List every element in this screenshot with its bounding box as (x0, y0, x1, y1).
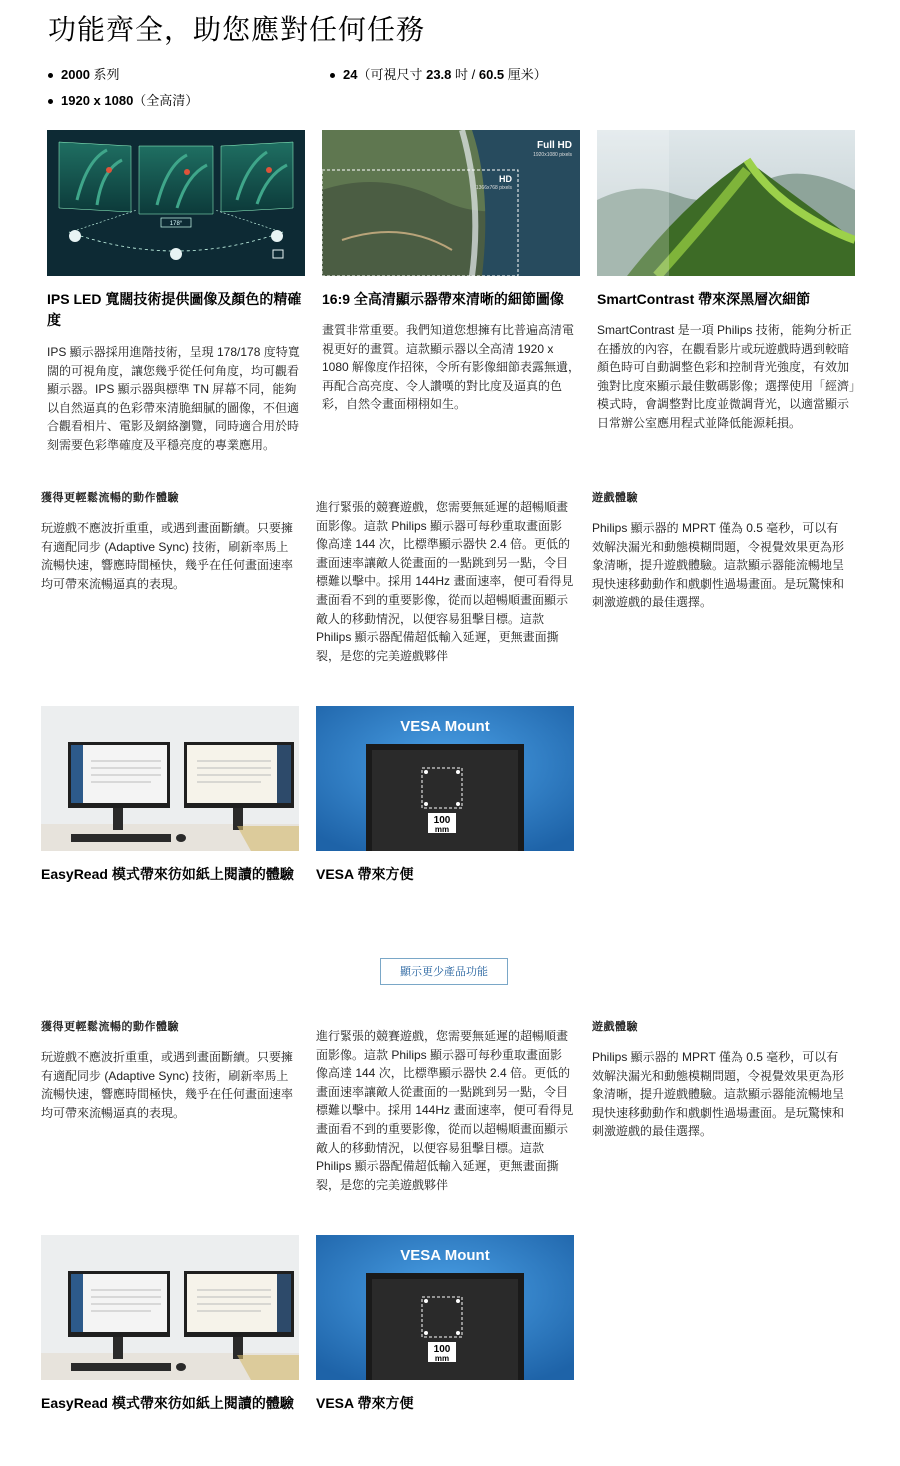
smooth-action-heading: 獲得更輕鬆流暢的動作體驗 (41, 492, 179, 504)
fullhd-feature-body: 畫質非常重要。我們知道您想擁有比普遍高清電視更好的畫質。這款顯示器以全高清 1920 x 1080 解像度作招徠，令所有影像細節表露無遺，再配合高亮度、令人讚嘆的對比度及逼真的色彩，自然令畫面栩栩如生。 (322, 323, 581, 412)
vesa-title: VESA 帶來方便 (316, 866, 414, 882)
ips-feature-title: IPS LED 寬闊技術提供圖像及顏色的精確度 (47, 291, 302, 328)
vesa-mount-label: VESA Mount (400, 1247, 490, 1264)
fullhd-label: Full HD (537, 140, 572, 151)
vesa-size-unit: mm (434, 1354, 450, 1363)
easyread-title: EasyRead 模式帶來彷如紙上閱讀的體驗 (41, 1395, 294, 1411)
bullet-icon (48, 73, 53, 78)
bullet-icon (48, 99, 53, 104)
easyread-title: EasyRead 模式帶來彷如紙上閱讀的體驗 (41, 866, 294, 882)
gaming-experience-heading: 遊戲體驗 (592, 492, 638, 504)
smartcontrast-feature-image (597, 130, 855, 276)
vesa-size-unit: mm (434, 825, 450, 834)
vesa-size-value: 100 (433, 815, 451, 826)
easyread-image (41, 706, 299, 851)
gaming-experience-body: Philips 顯示器的 MPRT 僅為 0.5 毫秒，可以有效解決漏光和動態模糊問題，令視覺效果更為形象清晰，提升遊戲體驗。這款顯示器能流暢地呈現快速移動動作和戲劇性過場畫面。是玩驚悚和刺激遊戲的最佳選擇。 (592, 1050, 845, 1139)
page-title: 功能齊全，助您應對任何任務 (48, 14, 426, 45)
refresh-rate-body: 進行緊張的競賽遊戲，您需要無延遲的超暢順畫面影像。這款 Philips 顯示器可每秒重取畫面影像高達 144 次，比標準顯示器快 2.4 倍。更低的畫面速率讓敵人從畫面的一點跳到另一點，令目標難以擊中。採用 144Hz 畫面速率，便可看得見畫面看不到的重要影像，從而以超暢順畫面顯示敵人的移動情況，以便容易狙擊目標。這款 Philips 顯示器配備超低輸入延遲，更無畫面撕裂，是您的完美遊戲夥伴 (316, 1029, 574, 1192)
smooth-action-body: 玩遊戲不應波折重重，或遇到畫面斷續。只要擁有適配同步 (Adaptive Sync) 技術，刷新率馬上流暢快速，響應時間極快，幾乎在任何畫面速率均可帶來流暢逼真的表現。 (41, 521, 294, 591)
vesa-mount-label: VESA Mount (400, 718, 490, 735)
bullet-icon (330, 73, 335, 78)
smartcontrast-feature-body: SmartContrast 是一項 Philips 技術，能夠分析正在播放的內容，在觀看影片或玩遊戲時遇到較暗顏色時可自動調整色彩和控制背光強度，有效加強對比度來顯示最佳數碼影像；選擇使用「經濟」模式時，會調整對比度並微調背光，以適當顯示日常辦公室應用程式並降低能源耗損。 (597, 323, 856, 430)
ips-feature-body: IPS 顯示器採用進階技術，呈現 178/178 度特寬闊的可視角度，讓您幾乎從任何角度，均可觀看顯示器。IPS 顯示器與標準 TN 屏幕不同，能夠以自然逼真的色彩帶來清脆細膩的圖像，不但適合觀看相片、電影及網絡瀏覽，同時適合用於時刻需要色彩準確度及平穩亮度的專業應用。 (47, 345, 300, 452)
fullhd-feature-title: 16:9 全高清顯示器帶來清晰的細節圖像 (322, 291, 564, 307)
smooth-action-heading: 獲得更輕鬆流暢的動作體驗 (41, 1021, 179, 1033)
fullhd-sublabel: 1920x1080 pixels (533, 152, 572, 158)
gaming-experience-heading: 遊戲體驗 (592, 1021, 638, 1033)
spec-size: 24（可視尺寸 23.8 吋 / 60.5 厘米） (330, 64, 547, 83)
vesa-mount-image (316, 706, 574, 851)
smooth-action-body: 玩遊戲不應波折重重，或遇到畫面斷續。只要擁有適配同步 (Adaptive Sync) 技術，刷新率馬上流暢快速，響應時間極快，幾乎在任何畫面速率均可帶來流暢逼真的表現。 (41, 1050, 294, 1120)
smartcontrast-feature-title: SmartContrast 帶來深黑層次細節 (597, 291, 811, 307)
fullhd-feature-image (322, 130, 580, 276)
spec-resolution: 1920 x 1080（全高清） (48, 90, 198, 109)
hd-sublabel: 1366x768 pixels (475, 185, 512, 191)
gaming-experience-body: Philips 顯示器的 MPRT 僅為 0.5 毫秒，可以有效解決漏光和動態模糊問題，令視覺效果更為形象清晰，提升遊戲體驗。這款顯示器能流暢地呈現快速移動動作和戲劇性過場畫面。是玩驚悚和刺激遊戲的最佳選擇。 (592, 521, 845, 610)
show-less-features-button[interactable]: 顯示更少產品功能 (380, 958, 508, 985)
ips-feature-image (47, 130, 305, 276)
vesa-title: VESA 帶來方便 (316, 1395, 414, 1411)
vesa-mount-image (316, 1235, 574, 1380)
angle-label: 178° (169, 221, 183, 227)
spec-series: 2000 系列 (48, 64, 120, 83)
hd-label: HD (499, 174, 512, 184)
refresh-rate-body: 進行緊張的競賽遊戲，您需要無延遲的超暢順畫面影像。這款 Philips 顯示器可每秒重取畫面影像高達 144 次，比標準顯示器快 2.4 倍。更低的畫面速率讓敵人從畫面的一點跳到另一點，令目標難以擊中。採用 144Hz 畫面速率，便可看得見畫面看不到的重要影像，從而以超暢順畫面顯示敵人的移動情況，以便容易狙擊目標。這款 Philips 顯示器配備超低輸入延遲，更無畫面撕裂，是您的完美遊戲夥伴 (316, 500, 574, 663)
vesa-size-value: 100 (433, 1344, 451, 1355)
easyread-image (41, 1235, 299, 1380)
